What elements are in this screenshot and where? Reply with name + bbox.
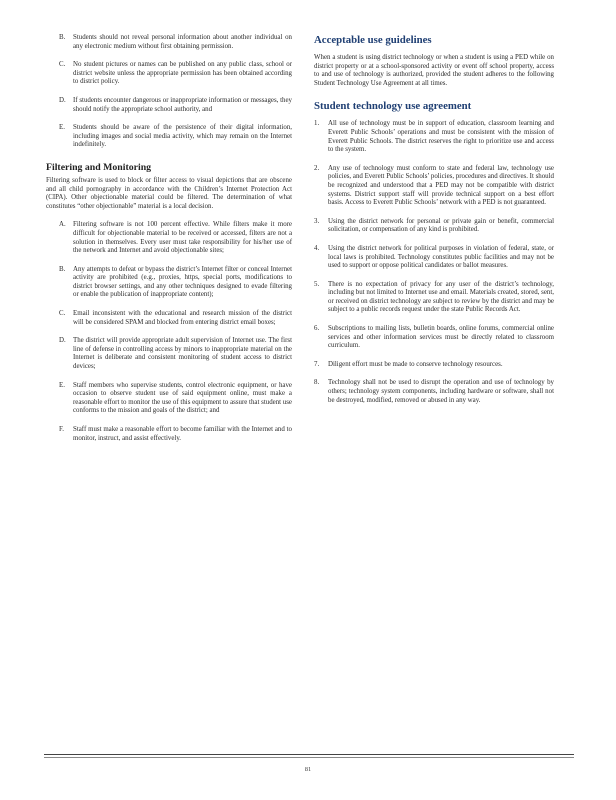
list-item-text: Students should be aware of the persistence of their digital information, including images and social media activity, which may remain on the Internet indefinitely. [73, 124, 292, 149]
list-marker: C. [59, 61, 66, 69]
list-item [46, 61, 292, 87]
list-item-text: Filtering software is not 100 percent effective. While filters make it more difficult for objectionable material to be received or accessed, filters are not a solution in themselves. Every user must take responsibility for his/her use of the network and Internet and avoid objectionable sites; [73, 221, 292, 255]
guidelines-text: When a student is using district technology or when a student is using a PED while on district property or at a school-sponsored activity or event off school property, access to and use of technology is authorized, provided the student adheres to the following Student Technology Use Agreement at all times. [314, 54, 554, 87]
list-marker: D. [59, 337, 66, 345]
list-marker: A. [59, 221, 66, 229]
list-marker: 7. [314, 360, 320, 368]
list-item-text: There is no expectation of privacy for any user of the district’s technology, including but not limited to Internet use and email. Materials created, stored, sent, or received on district technology are subject to review by the district and may be subject to a public records request under the state Public Records Act. [328, 280, 554, 314]
list-item-text: Staff members who supervise students, control electronic equipment, or have occasion to observe student use of said equipment online, must make a reasonable effort to monitor the use of this equipment to assure that student use conforms to the mission and goals of the district; and [73, 381, 292, 415]
guidelines-heading: Acceptable use guidelines [314, 34, 432, 46]
list-marker: B. [59, 265, 66, 273]
footer-divider [44, 754, 574, 755]
list-marker: C. [59, 310, 66, 318]
list-item-text: Any use of technology must conform to state and federal law, technology use policies, and Everett Public Schools’ policies, procedures and directives. It should be recognized and understood that a PED may not be compatible with district systems. District support staff will provide technical support on a best effort basis. Access to Everett Public Schools’ network with a PED is not guaranteed. [328, 164, 554, 207]
list-marker: 4. [314, 244, 320, 252]
list-item [46, 382, 292, 416]
filtering-heading: Filtering and Monitoring [46, 161, 152, 173]
right-column [314, 34, 554, 415]
list-item [314, 218, 554, 235]
list-marker: D. [59, 96, 66, 104]
list-item [314, 120, 554, 154]
filtering-list [46, 221, 292, 443]
page-number: 81 [304, 766, 312, 773]
list-item-text: Using the district network for political purposes in violation of federal, state, or local laws is prohibited. Technology constitutes public facilities and may not be used to support or oppose political candidates or ballot measures. [328, 244, 554, 270]
list-item-text: Diligent effort must be made to conserve technology resources. [328, 360, 503, 368]
list-item [314, 281, 554, 315]
list-item-text: Staff must make a reasonable effort to become familiar with the Internet and to monitor, instruct, and assist effectively. [73, 426, 292, 442]
list-item [46, 97, 292, 114]
agreement-heading: Student technology use agreement [314, 100, 472, 113]
list-marker: 3. [314, 217, 320, 225]
list-item-text: The district will provide appropriate adult supervision of Internet use. The first line of defense in controlling access by minors to inappropriate material on the Internet is deliberate and consistent monitoring of student access to district devices; [73, 337, 292, 371]
list-item [46, 34, 292, 51]
list-marker: F. [59, 426, 65, 433]
list-item [314, 361, 554, 370]
list-item [46, 221, 292, 255]
list-item-text: If students encounter dangerous or inappropriate information or messages, they should notify the appropriate school authority, and [73, 96, 292, 113]
list-item [314, 165, 554, 208]
list-marker: B. [59, 34, 66, 41]
list-marker: 5. [314, 280, 320, 288]
list-marker: E. [59, 124, 65, 132]
list-marker: 8. [314, 379, 320, 387]
list-marker: 2. [314, 164, 320, 172]
list-item [46, 337, 292, 371]
list-item-text: Students should not reveal personal information about another individual on any electronic medium without first obtaining permission. [73, 34, 292, 50]
list-item [46, 266, 292, 300]
list-marker: 6. [314, 325, 320, 333]
list-item-text: Email inconsistent with the educational and research mission of the district will be considered SPAM and blocked from entering district email boxes; [73, 310, 292, 326]
list-item [314, 245, 554, 271]
list-item-text: All use of technology must be in support of education, classroom learning and Everett Public Schools’ operations and must be consistent with the mission of Everett Public Schools. The district reserves the right to prioritize use and access to the system. [328, 120, 554, 154]
list-item [46, 310, 292, 327]
list-item [314, 379, 554, 405]
list-marker: 1. [314, 120, 320, 128]
list-item-text: Using the district network for personal or private gain or benefit, commercial solicitation, or compensation of any kind is prohibited. [328, 217, 554, 234]
filtering-intro: Filtering software is used to block or filter access to visual depictions that are obscene and all child pornography in accordance with the Children’s Internet Protection Act (CIPA). Other objectionable material could be filtered. The determination of what constitutes “other objectionable” material is a local decision. [46, 176, 292, 210]
agreement-list [314, 120, 554, 405]
list-item [46, 426, 292, 443]
list-item-text: Subscriptions to mailing lists, bulletin boards, online forums, commercial online services and other information services must be directly related to classroom curriculum. [328, 325, 554, 350]
footer-divider [44, 757, 574, 758]
list-item [46, 124, 292, 150]
list-marker: E. [59, 381, 65, 389]
privacy-list [46, 34, 292, 150]
list-item [314, 325, 554, 351]
list-item-text: Technology shall not be used to disrupt the operation and use of technology by others; technology system components, including hardware or software, shall not be destroyed, modified, removed or abused in any way. [328, 379, 554, 404]
left-column [46, 34, 292, 453]
list-item-text: No student pictures or names can be published on any public class, school or district website unless the appropriate permission has been obtained according to district policy. [73, 61, 292, 86]
list-item-text: Any attempts to defeat or bypass the district’s Internet filter or conceal Internet activity are prohibited (e.g., proxies, https, special ports, modifications to district browser settings, and any other techniques designed to evade filtering or enable the publication of inappropriate content); [73, 265, 292, 299]
